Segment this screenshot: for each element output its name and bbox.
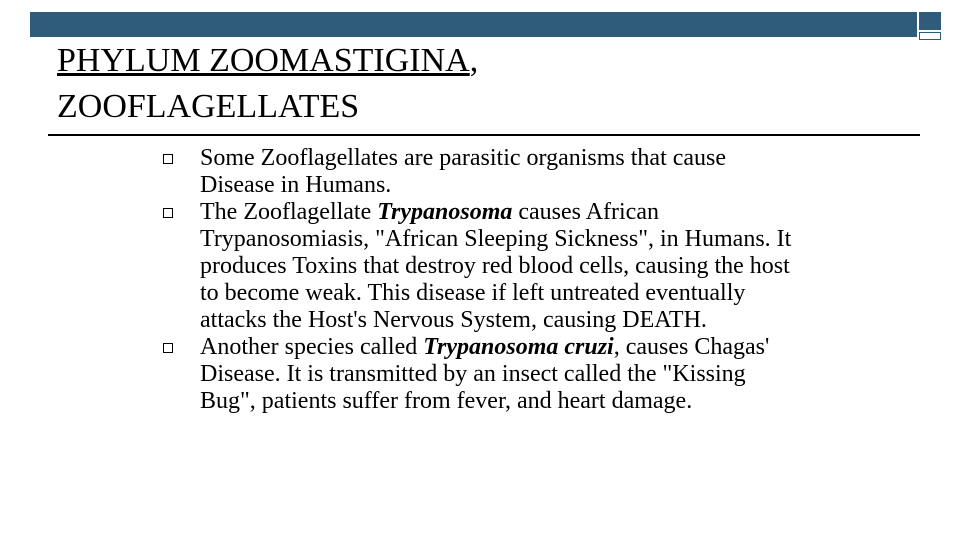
square-bullet-icon: [163, 208, 173, 218]
slide-title: [57, 38, 917, 130]
corner-accent-box: [919, 12, 941, 30]
bullet-3-text-before: Another species called: [200, 334, 424, 360]
bullet-2-text-before: The Zooflagellate: [200, 199, 378, 225]
header-accent-bar: [30, 12, 917, 37]
bullet-3-text-after: , causes Chagas' Disease. It is transmitted by an insect called the "Kissing Bug", patients suffer from fever, and heart damage.: [200, 334, 770, 414]
square-bullet-icon: [163, 154, 173, 164]
title-line1-underlined: PHYLUM ZOOMASTIGINA: [57, 42, 470, 79]
bullet-2-genus: Trypanosoma: [377, 199, 513, 225]
title-line2: ZOOFLAGELLATES: [57, 88, 360, 125]
title-divider: [48, 134, 920, 136]
square-bullet-icon: [163, 343, 173, 353]
bullet-list: [163, 145, 803, 415]
bullet-item-1: [163, 145, 803, 199]
bullet-item-2: [163, 199, 803, 334]
title-comma: ,: [469, 42, 479, 79]
bullet-2-text-after: causes African Trypanosomiasis, "African Sleeping Sickness", in Humans. It produces Toxins that destroy red blood cells, causing the host to become weak. This disease if left untreated eventually attacks the Host's Nervous System, causing DEATH.: [200, 199, 792, 333]
corner-accent-box-outline: [919, 32, 941, 40]
bullet-1-text: Some Zooflagellates are parasitic organisms that cause Disease in Humans.: [200, 145, 727, 198]
bullet-3-species: Trypanosoma cruzi: [423, 334, 614, 360]
bullet-item-3: [163, 334, 803, 415]
